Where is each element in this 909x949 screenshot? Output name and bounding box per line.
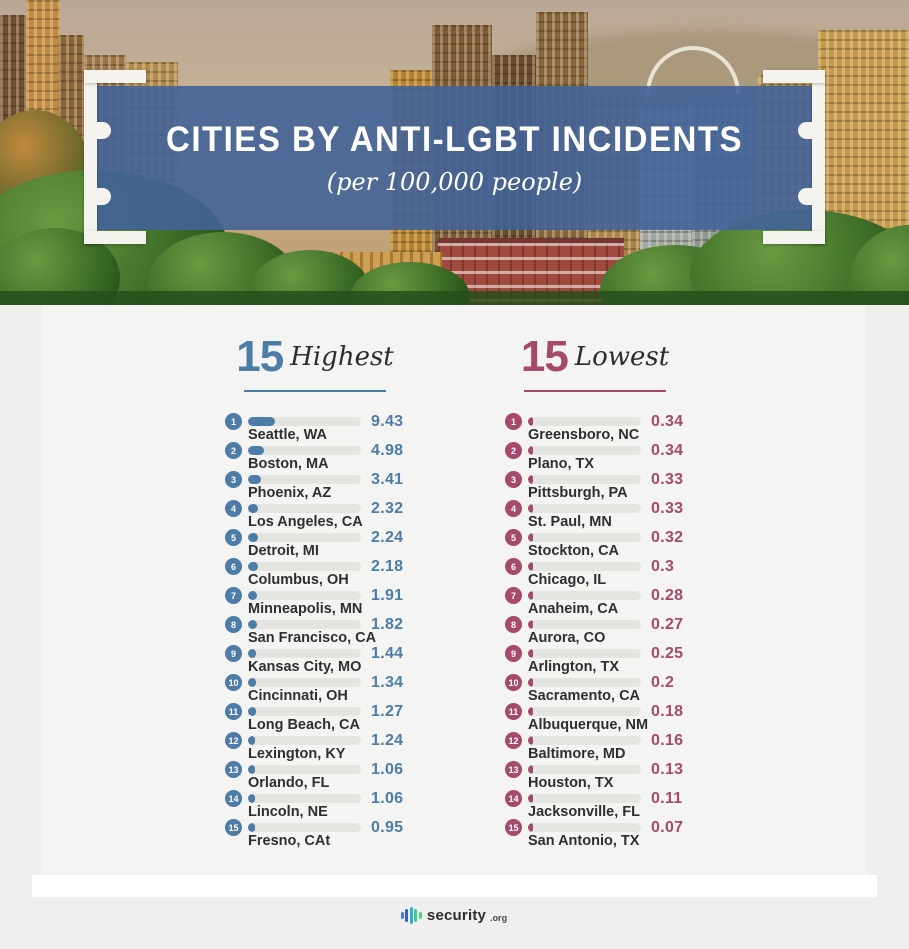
rank-row: [225, 732, 405, 761]
value-label: 0.33: [651, 471, 684, 488]
value-label: 9.43: [371, 413, 404, 430]
city-label: Fresno, CAt: [248, 833, 331, 849]
stats-card: [42, 305, 867, 875]
rank-badge: [505, 471, 522, 488]
rank-badge: [225, 529, 242, 546]
rank-badge: [505, 819, 522, 836]
rank-badge-number: 12: [228, 735, 239, 746]
value-label: 1.06: [371, 790, 404, 807]
rank-row: [505, 732, 685, 761]
value-label: 0.33: [651, 500, 684, 517]
rank-row: [225, 587, 405, 616]
bar-fill: [528, 533, 533, 542]
bar-fill: [248, 765, 255, 774]
rank-badge: [505, 645, 522, 662]
bar-fill: [528, 562, 533, 571]
rank-badge-number: 4: [510, 503, 516, 514]
rank-badge-number: 15: [508, 822, 519, 833]
rank-badge: [225, 442, 242, 459]
bar-track: [528, 504, 641, 513]
value-label: 1.34: [371, 674, 404, 691]
frame-notch: [798, 122, 813, 139]
rank-badge: [505, 674, 522, 691]
value-label: 2.18: [371, 558, 404, 575]
rank-row: [505, 413, 685, 442]
bar-fill: [528, 446, 533, 455]
bar-fill: [248, 736, 255, 745]
rank-badge: [225, 471, 242, 488]
rank-row: [505, 587, 685, 616]
bar-track: [248, 765, 361, 774]
rank-badge-number: 6: [230, 561, 236, 572]
rank-badge-number: 5: [230, 532, 236, 543]
bar-fill: [528, 417, 533, 426]
page-title: CITIES BY ANTI-LGBT INCIDENTS: [165, 118, 743, 159]
value-label: 1.44: [371, 645, 404, 662]
bar-fill: [248, 417, 275, 426]
frame-right-bar: [812, 70, 825, 244]
rank-row: [505, 442, 685, 471]
bar-fill: [528, 620, 533, 629]
city-label: Albuquerque, NM: [528, 717, 649, 733]
value-label: 3.41: [371, 471, 404, 488]
bar-fill: [528, 591, 533, 600]
rank-row: [505, 703, 685, 732]
value-label: 0.28: [651, 587, 684, 604]
value-label: 0.25: [651, 645, 684, 662]
bar-track: [248, 794, 361, 803]
value-label: 1.82: [371, 616, 404, 633]
value-label: 0.32: [651, 529, 684, 546]
bar-fill: [248, 504, 258, 513]
bar-track: [248, 533, 361, 542]
bar-fill: [528, 504, 533, 513]
column-header: [225, 333, 405, 381]
city-label: Minneapolis, MN: [248, 601, 363, 617]
city-label: Lincoln, NE: [248, 804, 328, 820]
bar-fill: [528, 823, 533, 832]
city-label: Phoenix, AZ: [248, 485, 332, 501]
rank-badge-number: 13: [228, 764, 239, 775]
bar-fill: [248, 591, 257, 600]
rank-badge-number: 7: [510, 590, 516, 601]
bar-track: [248, 504, 361, 513]
bar-track: [528, 533, 641, 542]
bar-track: [528, 823, 641, 832]
rank-badge-number: 10: [508, 677, 519, 688]
bar-fill: [528, 649, 533, 658]
column-label: Lowest: [574, 342, 670, 372]
city-label: Los Angeles, CA: [248, 514, 363, 530]
rank-row: [225, 442, 405, 471]
logo-brand-text: security: [426, 906, 487, 924]
bar-track: [528, 649, 641, 658]
rank-badge-number: 4: [230, 503, 236, 514]
rank-row: [225, 761, 405, 790]
bar-track: [528, 475, 641, 484]
bar-track: [248, 562, 361, 571]
bar-track: [248, 591, 361, 600]
rank-row: [225, 819, 405, 848]
rank-badge-number: 5: [510, 532, 516, 543]
bar-track: [528, 765, 641, 774]
rank-badge-number: 8: [230, 619, 236, 630]
rank-badge-number: 13: [508, 764, 519, 775]
value-label: 2.24: [371, 529, 404, 546]
rank-badge-number: 2: [510, 445, 516, 456]
bar-track: [248, 417, 361, 426]
bar-track: [528, 620, 641, 629]
bar-track: [528, 707, 641, 716]
rank-badge: [225, 645, 242, 662]
bar-fill: [248, 649, 256, 658]
bar-fill: [248, 533, 258, 542]
rank-badge: [505, 616, 522, 633]
city-label: San Antonio, TX: [528, 833, 640, 849]
city-label: Sacramento, CA: [528, 688, 641, 704]
frame-corner-bottom-right: [763, 231, 825, 244]
value-label: 0.07: [651, 819, 684, 836]
title-banner: [97, 86, 812, 230]
value-label: 0.27: [651, 616, 684, 633]
rank-row: [225, 674, 405, 703]
rank-row: [505, 761, 685, 790]
city-label: St. Paul, MN: [528, 514, 612, 530]
bar-track: [248, 620, 361, 629]
rank-row: [505, 790, 685, 819]
security-org-logo[interactable]: [401, 906, 508, 924]
rank-badge: [505, 529, 522, 546]
value-label: 1.91: [371, 587, 404, 604]
bar-track: [248, 649, 361, 658]
rank-badge: [225, 558, 242, 575]
rank-badge-number: 1: [230, 416, 236, 427]
bar-fill: [248, 678, 256, 687]
bar-track: [248, 707, 361, 716]
frame-corner-top-right: [763, 70, 825, 83]
frame-left-bar: [84, 70, 97, 244]
bar-track: [528, 794, 641, 803]
value-label: 0.11: [651, 790, 683, 807]
city-label: Long Beach, CA: [248, 717, 360, 733]
rank-row: [225, 645, 405, 674]
city-label: Columbus, OH: [248, 572, 349, 588]
city-label: Greensboro, NC: [528, 427, 640, 443]
rank-badge: [505, 790, 522, 807]
rows: [505, 413, 685, 848]
rank-badge: [225, 819, 242, 836]
bar-fill: [528, 707, 533, 716]
header-underline: [524, 390, 666, 392]
rank-badge: [225, 413, 242, 430]
bar-track: [528, 678, 641, 687]
column-count: 15: [236, 332, 284, 381]
bar-fill: [248, 620, 257, 629]
value-label: 0.2: [651, 674, 675, 691]
frame-corner-bottom-left: [84, 231, 146, 244]
rank-badge-number: 11: [228, 706, 239, 717]
city-label: Anaheim, CA: [528, 601, 619, 617]
rank-badge: [505, 732, 522, 749]
city-label: Lexington, KY: [248, 746, 346, 762]
bar-track: [248, 475, 361, 484]
city-label: San Francisco, CA: [248, 630, 377, 646]
value-label: 0.95: [371, 819, 404, 836]
bar-track: [248, 823, 361, 832]
rank-badge: [225, 703, 242, 720]
rank-badge: [225, 732, 242, 749]
city-label: Pittsburgh, PA: [528, 485, 628, 501]
rank-badge-number: 15: [228, 822, 239, 833]
tree-line: [0, 291, 909, 305]
equalizer-bars-icon: [401, 906, 422, 924]
city-label: Chicago, IL: [528, 572, 607, 588]
rank-badge-number: 10: [228, 677, 239, 688]
rank-row: [505, 819, 685, 848]
bar-fill: [248, 794, 255, 803]
rank-badge-number: 7: [230, 590, 236, 601]
rank-row: [505, 471, 685, 500]
bar-track: [248, 446, 361, 455]
rank-badge-number: 1: [510, 416, 516, 427]
bar-fill: [528, 678, 533, 687]
rank-badge: [505, 761, 522, 778]
value-label: 2.32: [371, 500, 404, 517]
rank-row: [225, 500, 405, 529]
city-label: Orlando, FL: [248, 775, 330, 791]
city-label: Arlington, TX: [528, 659, 620, 675]
rank-row: [505, 616, 685, 645]
rank-row: [225, 529, 405, 558]
rank-badge: [505, 500, 522, 517]
column-count: 15: [520, 332, 568, 381]
bar-fill: [528, 475, 533, 484]
header-underline: [244, 390, 386, 392]
rank-badge: [505, 413, 522, 430]
city-label: Kansas City, MO: [248, 659, 362, 675]
bar-track: [528, 562, 641, 571]
bar-track: [528, 591, 641, 600]
frame-corner-top-left: [84, 70, 146, 83]
rank-badge-number: 2: [230, 445, 236, 456]
city-label: Stockton, CA: [528, 543, 620, 559]
bar-fill: [248, 707, 256, 716]
city-label: Aurora, CO: [528, 630, 606, 646]
rank-badge-number: 3: [510, 474, 516, 485]
bar-track: [528, 417, 641, 426]
bar-fill: [248, 475, 261, 484]
rank-badge: [225, 587, 242, 604]
rank-badge: [225, 761, 242, 778]
rank-row: [505, 645, 685, 674]
value-label: 0.3: [651, 558, 675, 575]
bar-fill: [528, 794, 533, 803]
rank-badge: [225, 616, 242, 633]
city-label: Jacksonville, FL: [528, 804, 641, 820]
bar-track: [248, 736, 361, 745]
column-header: [505, 333, 685, 381]
rank-badge-number: 8: [510, 619, 516, 630]
lowest-column: [505, 333, 685, 848]
rows: [225, 413, 405, 848]
rank-badge-number: 12: [508, 735, 519, 746]
rank-row: [225, 790, 405, 819]
rank-row: [225, 703, 405, 732]
rank-row: [225, 413, 405, 442]
card-bottom-strip: [32, 875, 877, 897]
rank-badge: [225, 790, 242, 807]
rank-row: [225, 616, 405, 645]
city-label: Houston, TX: [528, 775, 614, 791]
city-label: Cincinnati, OH: [248, 688, 348, 704]
bar-fill: [528, 736, 533, 745]
value-label: 0.18: [651, 703, 684, 720]
bar-fill: [248, 562, 258, 571]
rank-row: [505, 674, 685, 703]
column-label: Highest: [290, 342, 394, 372]
rank-row: [505, 500, 685, 529]
rank-badge-number: 14: [508, 793, 519, 804]
rank-row: [505, 529, 685, 558]
logo-tld-text: .org: [490, 913, 508, 923]
value-label: 1.06: [371, 761, 404, 778]
footer: [0, 906, 909, 924]
rank-badge: [505, 703, 522, 720]
value-label: 1.24: [371, 732, 404, 749]
bar-track: [528, 446, 641, 455]
rank-badge: [225, 674, 242, 691]
bar-fill: [248, 823, 255, 832]
value-label: 0.13: [651, 761, 684, 778]
rank-row: [225, 558, 405, 587]
city-label: Detroit, MI: [248, 543, 319, 559]
city-label: Plano, TX: [528, 456, 595, 472]
value-label: 0.34: [651, 442, 684, 459]
value-label: 0.16: [651, 732, 684, 749]
bar-fill: [528, 765, 533, 774]
rank-badge: [505, 587, 522, 604]
rank-badge: [225, 500, 242, 517]
rank-badge: [505, 442, 522, 459]
rank-badge-number: 9: [510, 648, 516, 659]
rank-row: [225, 471, 405, 500]
city-label: Seattle, WA: [248, 427, 327, 443]
rank-row: [505, 558, 685, 587]
highest-column: [225, 333, 405, 848]
city-label: Baltimore, MD: [528, 746, 626, 762]
rank-badge-number: 9: [230, 648, 236, 659]
bar-track: [528, 736, 641, 745]
city-label: Boston, MA: [248, 456, 329, 472]
rank-badge-number: 11: [508, 706, 519, 717]
value-label: 1.27: [371, 703, 404, 720]
value-label: 0.34: [651, 413, 684, 430]
bar-fill: [248, 446, 264, 455]
rank-badge-number: 14: [228, 793, 239, 804]
rank-badge-number: 3: [230, 474, 236, 485]
bar-track: [248, 678, 361, 687]
skyline-photo: [0, 0, 909, 305]
frame-notch: [798, 188, 813, 205]
rank-badge: [505, 558, 522, 575]
page-subtitle: (per 100,000 people): [326, 168, 583, 196]
rank-badge-number: 6: [510, 561, 516, 572]
value-label: 4.98: [371, 442, 404, 459]
